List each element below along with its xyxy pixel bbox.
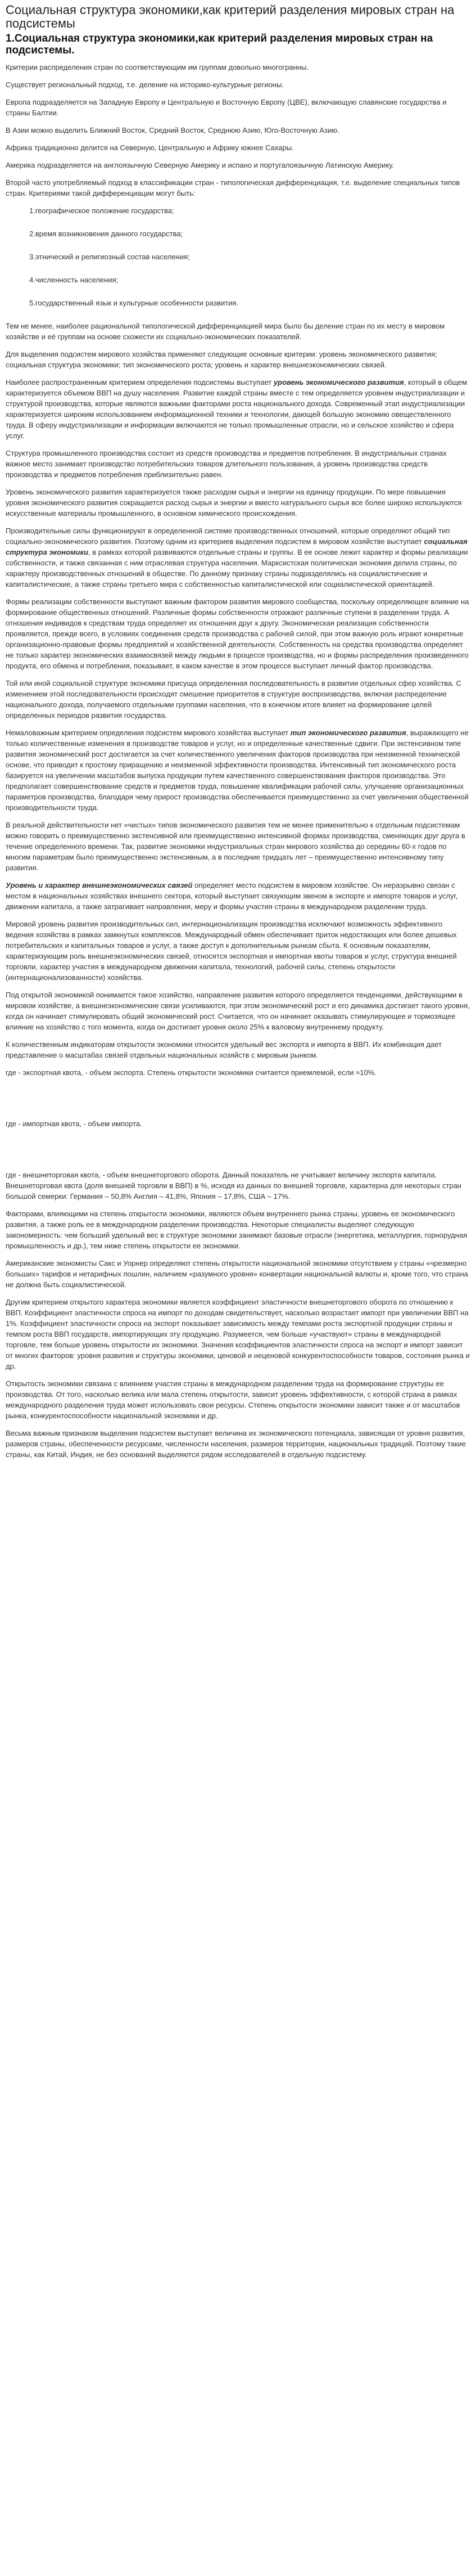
text: , который в общем характеризуется объемом ВВП на душу населения. Развитие каждой страны вместе с тем определяется уровнем индустриализации и структурой производства, которые являются важными факторами роста национального дохода. Современный этап индустриализации характеризуется широким использованием информационной техники и технологии, дающей большую экономию овеществленного труда. В сферу индустриализации и информации включаются не только промышленные отрасли, но и сельское хозяйство и сфера услуг. xyxy=(6,378,468,440)
list-item: 2.время возникновения данного государства; xyxy=(29,230,183,238)
paragraph xyxy=(6,880,470,912)
list-item: 4.численность населения; xyxy=(29,276,119,284)
paragraph: Под открытой экономикой понимается такое хозяйство, направление развития которого определяется тенденциями, действующими в мировом хозяйстве, а внешнеэкономические связи усиливаются, при этом экономический рост и его динамика достигает такого уровня, когда он начинает стимулировать общий экономический рост. Считается, что он начинает оказывать стимулирующее и тормозящее влияние на хозяйство с того момента, когда он достигает уровня около 25% к валовому внутреннему продукту. xyxy=(6,991,470,1031)
paragraph: Второй часто употребляемый подход в классификации стран - типологическая дифференциация, т.е. выделение специальных типов стран. Критериями такой дифференциации могут быть: xyxy=(6,178,460,197)
paragraph: Критерии распределения стран по соответствующим им группам довольно многогранны. xyxy=(6,63,309,71)
text: , выражающего не только количественные изменения в производстве товаров и услуг, но и определенные качественные сдвиги. При экстенсивном типе развития экономический рост достигается за счет количественного увеличения факторов производства при неизменной технической основе, что приводит к простому приращению и неизменной эффективности производства. Интенсивный тип экономического роста базируется на увеличении масштабов выпуска продукции путем качественного совершенствования факторов производства. Это предполагает совершенствование средств и предметов труда, повышение квалификации рабочей силы, улучшение организационных параметров производства, благодаря чему прирост производства обеспечивается преимущественно за счет увеличения общественной производительности труда. xyxy=(6,729,469,812)
paragraph: К количественным индикаторам открытости экономики относится удельный вес экспорта и импорта в ВВП. Их комбинация дает представление о масштабах связей отдельных национальных хозяйств с мировым рынком. xyxy=(6,1040,442,1059)
list-item: 5.государственный язык и культурные особенности развития. xyxy=(29,299,238,307)
paragraph: Другим критерием открытого характера экономики является коэффициент эластичности внешнеторгового оборота по отношению к ВВП. Коэффициент эластичности спроса на импорт по доходам свидетельствует, насколько возрастает импорт при увеличении ВВП на 1%. Коэффициент эластичности спроса на экспорт показывает зависимость между темпами роста экспортной продукции страны и темпом роста ВВП государств, импортирующих эту продукцию. Разумеется, чем больше «участвуют» страны в международной торговле, тем больше уровень открытости их экономики. Значения коэффициентов эластичности спроса на экспорт и импорт зависит от многих факторов: уровня развития и структуры экономики, ценовой и неценовой конкурентоспособности товаров, состояния рынка и др. xyxy=(6,1298,470,1370)
paragraph: Той или иной социальной структуре экономики присуща определенная последовательность в развитии отдельных сфер хозяйства. С изменением этой последовательности происходят смешение приоритетов в структуре воспроизводства, включая распределение национального дохода, получаемого отдельными группами населения, что в конечном итоге влияет на формирование целей определенных периодов развития государства. xyxy=(6,679,461,720)
paragraph: Открытость экономики связана с влиянием участия страны в международном разделении труда на формирование структуры ее производства. От того, насколько велика или мала степень открытости, зависит уровень эффективности, с которой страна в рамках международного разделения труда может использовать свои ресурсы. Степень открытости экономики зависит также и от масштабов рынка, конкурентоспособности национальной экономики и др. xyxy=(6,1379,460,1420)
text: Производительные силы функционируют в определенной системе производственных отношений, которые определяют общий тип социально-экономического развития. Поэтому одним из критериев выделения подсистем в мировом хозяйстве выступает xyxy=(6,527,450,546)
text: определяет место подсистем в мировом хозяйстве. Он неразрывно связан с местом в национальных хозяйствах внешнего сектора, который выступает связующим звеном в экспорте и импорте товаров и услуг, движении капитала, а также затрагивает направления, меру и формы участия страны в международном разделении труда. xyxy=(6,881,458,911)
paragraph: Для выделения подсистем мирового хозяйства применяют следующие основные критерии: уровень экономического развития; социальная структура экономики; тип экономического роста; уровень и характер внешнеэкономических связей. xyxy=(6,350,437,369)
paragraph: В Азии можно выделить Ближний Восток, Средний Восток, Среднюю Азию, Юго-Восточную Азию. xyxy=(6,126,339,134)
formula-note: где - импортная квота, - объем импорта. xyxy=(6,1120,142,1128)
emphasis: уровень экономического развития xyxy=(273,378,404,386)
paragraph: Факторами, влияющими на степень открытости экономики, являются объем внутреннего рынка страны, уровень ее экономического развития, а также роль ее в международном разделении производства. Некоторые специалисты выделяют следующую закономерность: чем больший удельный вес в структуре экономики занимают базовые отрасли (энергетика, металлургия, горнорудная промышленность и др.), тем ниже степень открытости ее экономики. xyxy=(6,1210,468,1250)
paragraph: Американские экономисты Сакс и Уорнер определяют степень открытости национальной экономики отсутствием у страны «чрезмерно больших» тарифов и нетарифных пошлин, наличием «разумного уровня» конвертации национальной валюты и, кроме того, что страна не должна быть социалистической. xyxy=(6,1259,468,1289)
page-title: Социальная структура экономики,как критерий разделения мировых стран на подсистемы xyxy=(6,3,455,30)
paragraph: В реальной действительности нет «чистых» типов экономического развития тем не менее применительно к отдельным подсистемам можно говорить о преимущественно экстенсивной или преимущественно интенсивной формах производства, сменяющих друг друга в течение определенного времени. Так, развитие экономики индустриальных стран мирового хозяйства до середины 60-х годов по многим параметрам было преимущественно экстенсивным, а в последние тридцать лет – преимущественно интенсивному типу развития. xyxy=(6,821,465,872)
paragraph: Африка традиционно делится на Северную, Центральную и Африку южнее Сахары. xyxy=(6,143,294,152)
text: Немаловажным критерием определения подсистем мирового хозяйства выступает xyxy=(6,729,291,737)
text: Наиболее распространенным критерием определения подсистемы выступает xyxy=(6,378,274,386)
paragraph: Формы реализации собственности выступают важным фактором развития мирового сообщества, поскольку определяющее влияние на формирование общественных отношений. Различные формы собственности отражают различные ступени в разделении труда. А отношения индивидов к средствам труда определяет их отношения друг к другу. Экономическая реализация собственности проявляется, прежде всего, в условиях соединения средств производства с рабочей силой, при этом важную роль играют конкретные организационно-правовые формы предприятий и хозяйственной деятельности. Собственность на средства производства определяет не только характер экономических взаимосвязей между людьми в процессе производства, но и формы распределения произведенного продукта, его обмена и потребления, показывает, в каком качестве в этом процессе выступает личный фактор производства. xyxy=(6,597,469,670)
paragraph: Структура промышленного производства состоит из средств производства и предметов потребления. В индустриальных странах важное место занимает производство потребительских товаров длительного пользования, а уровень производства средств производства и предметов потребления приблизительно равен. xyxy=(6,449,447,479)
criteria-list xyxy=(6,205,470,308)
paragraph: Европа подразделяется на Западную Европу и Центральную и Восточную Европу (ЦВЕ), включающую славянские государства и страны Балтии. xyxy=(6,98,447,117)
paragraph: Америка подразделяется на англоязычную Северную Америку и испано и португалоязычную Латинскую Америку. xyxy=(6,161,395,169)
emphasis: социальная структура экономики xyxy=(6,537,468,556)
paragraph: Тем не менее, наиболее рациональной типологической дифференциацией мира было бы деление стран по их месту в мировом хозяйстве и её группам на основе схожести их социально-экономических показателей. xyxy=(6,322,445,341)
formula-note: где - экспортная квота, - объем экспорта. Степень открытости экономики считается приемлемой, если ≈10%. xyxy=(6,1068,377,1077)
text: , в рамках которой развиваются отдельные страны и группы. В ее основе лежит характер и формы реализации собственности, и также связанная с ним отраслевая структура населения. Марксистская политическая экономия делила страны, по характеру производственных отношений в обществе. По данному признаку страны подразделялись на социалистические и капиталистические, а также страны третьего мира с собственностью капиталистической или социалистической ориентацией. xyxy=(6,548,468,588)
paragraph: Весьма важным признаком выделения подсистем выступает величина их экономического потенциала, зависящая от уровня развития, размеров страны, обеспеченности ресурсами, численности населения, размеров территории, национальных традиций. Поэтому такие страны, как Китай, Индия, не без оснований выделяются рядом исследователей в отдельную подсистему. xyxy=(6,1429,466,1459)
formula-note: где - внешнеторговая квота, - объем внешнеторгового оборота. Данный показатель не учитывает величину экспорта капитала. Внешнеторговая квота (доля внешней торговли в ВВП) в %, исходя из данных по внешней торговле, характерна для некоторых стран большой семерки: Германия – 50,8% Англия – 41,8%, Япония – 17,8%, США – 17%. xyxy=(6,1171,461,1201)
emphasis: тип экономического развития xyxy=(290,729,406,737)
paragraph xyxy=(6,377,470,441)
paragraph xyxy=(6,525,470,590)
paragraph: Мировой уровень развития производительных сил, интернационализация производства исключают возможность эффективного ведения хозяйства в рамках замкнутых комплексов. Международный обмен обеспечивает приток недостающих или более дешевых потребительских и капитальных товаров и услуг, а также доступ к дополнительным рынкам сбыта. К основным показателям, характеризующим роль внешнеэкономических связей, относятся экспортная и импортная квоты товаров и услуг, структура внешней торговли, характер участия в международном движении капитала, технологий, рабочей силы, степень открытости (интернационализованности) хозяйства. xyxy=(6,920,457,982)
paragraph: Существует региональный подход, т.е. деление на историко-культурные регионы. xyxy=(6,80,284,89)
section-heading: 1.Социальная структура экономики,как критерий разделения мировых стран на подсистемы. xyxy=(6,33,433,56)
list-item: 3.этнический и религиозный состав населения; xyxy=(29,253,190,261)
paragraph xyxy=(6,727,470,813)
emphasis: Уровень и характер внешнеэкономических связей xyxy=(6,881,193,889)
formula-placeholder xyxy=(6,1085,470,1118)
paragraph: Уровень экономического развития характеризуется также расходом сырья и энергии на единицу продукции. По мере повышения уровня экономического развития сокращается расход сырья и энергии и вместо натурального сырья все более широко используются искусственные материалы промышленного, в основном химического происхождения. xyxy=(6,488,462,518)
list-item: 1.географическое положение государства; xyxy=(29,206,174,215)
formula-placeholder xyxy=(6,1136,470,1170)
